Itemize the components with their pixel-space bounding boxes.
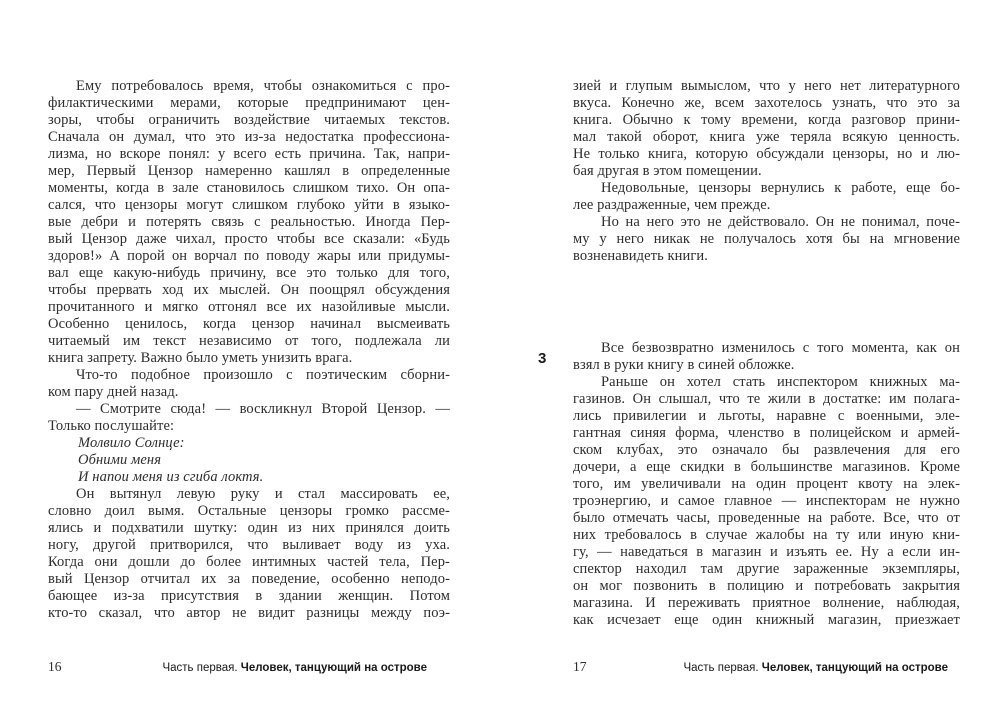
text-line: Обними меня [78,452,162,468]
chapter-number: 3 [538,350,547,367]
paragraph [573,180,960,214]
text-line: Молвило Солнце: [78,435,185,451]
text-line: — Смотрите сюда! — воскликнул Второй Цензор. — [76,401,450,417]
text-line: спектор находил там другие зараженные экземпляры, [573,561,960,577]
text-line: лизма, но вскоре понял: у всего есть причина. Так, напри- [48,146,450,162]
text-line: Только послушайте: [48,418,175,434]
text-line: как исчезает еще один книжный магазин, приезжает [573,612,960,628]
text-line: прочитанного и мягко отгонял все их назойливые мысли. [48,299,450,315]
text-line: Сначала он думал, что это из-за недостатка профессиона- [48,129,450,145]
text-line: них требовалось в случае жалобы на ту или иную кни- [573,527,960,543]
paragraph [573,340,960,374]
text-line: Но на него это не действовало. Он не понимал, поче- [601,214,960,230]
text-line: того, им увеличивали на один процент квоту на элек- [573,476,960,492]
paragraph [573,78,960,180]
text-line: ялись и подхватили шутку: один из них принялся доить [48,520,450,536]
text-line: возненавидеть книги. [573,248,709,264]
paragraph [48,78,450,367]
text-line: кто-то сказал, что автор не видит разницы между поэ- [48,605,450,621]
text-line: книга. Обычно к тому времени, когда разговор прини- [573,112,960,128]
text-line: магазина. И переживать приятное волнение, наблюдая, [573,595,960,611]
paragraph [573,374,960,629]
text-line: гу, — наведаться в магазин и изъять ее. Ну а если ин- [573,544,960,560]
text-line: Не только книга, которую обсуждали цензоры, но и лю- [573,146,960,162]
text-line: вал еще какую-нибудь причину, все это только для того, [48,265,450,281]
text-line: книга запрету. Важно было уметь унизить врага. [48,350,353,366]
text-line: мер, Первый Цензор намеренно кашлял в определенные [48,163,450,179]
text-line: троэнергию, и самое главное — инспекторам не нужно [573,493,960,509]
section-break-spacer [573,265,960,340]
text-line: бающее из-за присутствия в здании женщин. Потом [48,588,450,604]
text-line: Что-то подобное произошло с поэтическим сборни- [76,367,450,383]
text-line: Он вытянул левую руку и стал массировать ее, [76,486,450,502]
text-line: зией и глупым вымыслом, что у него нет литературного [573,78,960,94]
text-line: сался, что цензоры могут слишком глубоко уйти в языко- [48,197,450,213]
text-line: му у него никак не получалось хотя бы на мгновение [573,231,960,247]
right-page-footer [573,659,960,675]
text-line: вый Цензор отчитал их за поведение, особенно неподо- [48,571,450,587]
running-title-part: Часть первая. [683,662,759,674]
text-line: зоры, чтобы ограничить воздействие читаемых текстов. [48,112,450,128]
text-line: вкуса. Конечно же, всем захотелось узнать, что это за [573,95,960,111]
left-page-number: 16 [48,659,62,674]
running-title-book: Человек, танцующий на острове [240,662,427,674]
text-line: Недовольные, цензоры вернулись к работе, еще бо- [601,180,960,196]
text-line: гантная синяя форма, членство в полицейском и армей- [573,425,960,441]
text-line: взял в руки книгу в синей обложке. [573,357,795,373]
text-line: И напои меня из сгиба локтя. [78,469,264,485]
text-line: газинов. Он слышал, что те жили в достатке: им полага- [573,391,960,407]
left-running-title [162,662,427,674]
text-line: Особенно ценилось, когда цензор начинал высмеивать [48,316,450,332]
text-line: вый Цензор даже чихал, просто чтобы все сказали: «Будь [48,231,450,247]
text-line: Когда они дошли до более интимных частей тела, Пер- [48,554,450,570]
text-line: Раньше он хотел стать инспектором книжных ма- [601,374,960,390]
text-line: дочери, а еще скидки в большинстве магазинов. Кроме [573,459,960,475]
paragraph [48,401,450,435]
text-line: моменты, когда в зале становилось слишком тихо. Он опа- [48,180,450,196]
text-line: мал такой оборот, книга уже теряла всякую ценность. [573,129,960,145]
paragraph [48,367,450,401]
text-line: здоров!» А порой он ворчал по поводу жары или придумы- [48,248,450,264]
right-page-number: 17 [573,659,587,674]
text-line: вые дебри и потерять связь с реальностью. Иногда Пер- [48,214,450,230]
text-line: читаемый им текст независимо от того, подлежала ли [48,333,450,349]
text-line: ногу, другой притворился, что выливает воду из уха. [48,537,450,553]
right-page-text [538,78,960,629]
text-line: ском клубах, это означало бы развлечения для его [573,442,960,458]
running-title-book: Человек, танцующий на острове [761,662,948,674]
paragraph [48,486,450,622]
text-line: он мог позвонить в полицию и потребовать закрытия [573,578,960,594]
text-line: лее раздраженные, чем прежде. [573,197,771,213]
text-line: Ему потребовалось время, чтобы ознакомиться с про- [76,78,450,94]
left-page-text [48,78,450,622]
text-line: словно доил вымя. Остальные цензоры громко рассме- [48,503,450,519]
running-title-part: Часть первая. [162,662,238,674]
right-running-title [683,662,948,674]
text-line: Все безвозвратно изменилось с того момента, как он [601,340,960,356]
paragraph [573,214,960,265]
verse-block [48,435,450,486]
text-line: бая другая в этом помещении. [573,163,762,179]
text-line: чтобы прервать ход их мыслей. Он поощрял обсуждения [48,282,450,298]
text-line: было отмечать часы, проведенные на работе. Все, что от [573,510,960,526]
text-line: ком пару дней назад. [48,384,179,400]
left-page-footer [48,659,450,675]
text-line: филактическими мерами, которые предпринимают цен- [48,95,450,111]
text-line: лись привилегии и льготы, наравне с военными, эле- [573,408,960,424]
